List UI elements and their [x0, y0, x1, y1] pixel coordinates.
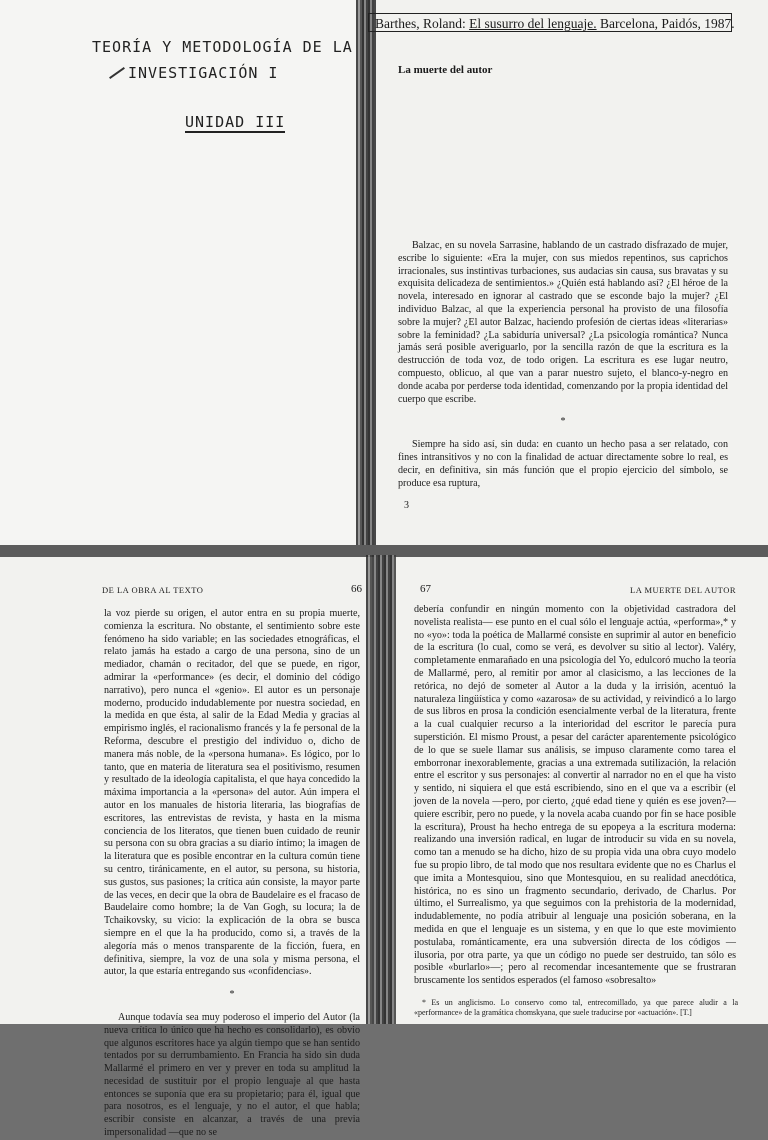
- book-gutter-top: [356, 0, 376, 545]
- section-separator: *: [229, 989, 235, 1001]
- paragraph: debería confundir en ningún momento con la objetividad castradora del novelista realista— ese punto en el cual sólo el lenguaje actúa, «performa»,* y no «yo»: toda la poética de Mallarmé consiste en suprimir al autor en beneficio de la escritura (lo cual, como se verá, es devolver su sitio al lector). Valéry, completamente enmarañado en una psicología del Yo, edulcoró mucho la teoría de Mallarmé, pero, al remitir por amor al clasicismo, a las lecciones de la retórica, no dejó de someter al Autor a la duda y la irrisión, acentuó la naturaleza lingüística y como «azarosa» de su actividad, y reivindicó a lo largo de sus libros en prosa la condición esencialmente verbal de la literatura, frente a la cual cualquier recurso a la interioridad del escritor le parecía pura superstición. El mismo Proust, a pesar del carácter aparentemente psicológico de lo que se suele llamar sus análisis, se impuso claramente como tarea el emborronar inexorablemente, gracias a una extremada sutilización, la relación entre el escritor y sus personajes: al convertir al narrador no en el que ha visto y sentido, ni siquiera el que está escribiendo, sino en el que va a escribir (el joven de la novela —pero, por cierto, ¿qué edad tiene y quién es ese joven?— quiere escribir, pero no puede, y la novela acaba cuando por fin se hace posible la escritura), Proust ha hecho entrega de su epopeya a la escritura moderna: realizando una inversión radical, en lugar de introducir su vida en su novela, como tan a menudo se ha dicho, hizo de su propia vida una obra cuyo modelo fue su propio libro, de tal modo que nos resultara evidente que no es Charlus el que imita a Montesquiou, sino que Montesquiou, en su realidad anecdótica, histórica, no es sino un fragmento secundario, derivado, de Charlus. Por último, el Surrealismo, ya que seguimos con la prehistoria de la modernidad, indudablemente, no podía atribuir al lenguaje una posición soberana, en la medida en que el lenguaje es un sistema, y en que lo que este movimiento postulaba, románticamente, era una subversión directa de los códigos —ilusoria, por otra parte, ya que un código no puede ser destruido, tan sólo es posible «burlarlo»—; pero al recomendar incesantemente que se frustraran bruscamente los sentidos esperados (el famoso «sobresalto»: [414, 604, 736, 987]
- running-head-right: LA MUERTE DEL AUTOR: [630, 585, 737, 595]
- paragraph: Aunque todavía sea muy poderoso el imperio del Autor (la nueva crítica lo único que ha hecho es consolidarlo), es obvio que algunos escritores hace ya algún tiempo que se han sentido tentados por su derrumbamiento. En Francia ha sido sin duda Mallarmé el primero en ver y prever en toda su amplitud la necesidad de sustituir por el propio lenguaje al que hasta entonces se suponía que era su propietario; para él, igual que para nosotros, es el lenguaje, y no el autor, el que habla; escribir consiste en alcanzar, a través de una previa impersonalidad —que no se: [104, 1011, 360, 1139]
- handwritten-unit: UNIDAD III: [185, 113, 286, 131]
- book-gutter-bottom: [366, 555, 396, 1024]
- chapter-title: La muerte del autor: [398, 64, 493, 76]
- section-separator: *: [560, 416, 566, 428]
- citation-title: El susurro del lenguaje.: [469, 16, 597, 31]
- page-number-66: 66: [351, 583, 362, 595]
- page-number-67: 67: [420, 583, 431, 595]
- paragraph: Siempre ha sido así, sin duda: en cuanto un hecho pasa a ser relatado, con fines intransitivos y no con la finalidad de actuar directamente sobre lo real, es decir, en definitiva, sin más función que el propio ejercicio del símbolo, se produce esa ruptura,: [398, 439, 728, 489]
- body-text-page-67: [414, 604, 736, 988]
- handwritten-course-title: TEORÍA Y METODOLOGÍA DE LA: [92, 38, 353, 56]
- citation-publisher: Barcelona, Paidós, 1987.: [599, 16, 735, 31]
- body-text-page-66: [104, 608, 360, 1140]
- handwritten-course-subtitle: INVESTIGACIÓN I: [128, 64, 279, 82]
- citation-author: Barthes, Roland:: [375, 16, 466, 31]
- footnote: * Es un anglicismo. Lo conservo como tal, entrecomillado, ya que parece aludir a la «performance» de la gramática chomskyana, que suele traducirse por «actuación». [T.]: [414, 998, 738, 1017]
- paragraph: Balzac, en su novela Sarrasine, hablando de un castrado disfrazado de mujer, escribe lo siguiente: «Era la mujer, con sus miedos repentinos, sus caprichos irracionales, sus instintivas turbaciones, sus audacias sin causa, sus bravatas y su exquisita delicadeza de sentimientos.» ¿Quién está hablando así? ¿El héroe de la novela, interesado en ignorar al castrado que se esconde bajo la mujer? ¿El individuo Balzac, al que la experiencia personal ha provisto de una filosofía sobre la mujer? ¿El autor Balzac, haciendo profesión de ciertas ideas «literarias» sobre la feminidad? ¿La sabiduría universal? ¿La psicología romántica? Nunca jamás será posible averiguarlo, por la sencilla razón de que la escritura es la destrucción de toda voz, de todo origen. La escritura es ese lugar neutro, compuesto, oblicuo, al que van a parar nuestro sujeto, el blanco-y-negro en donde acaba por perderse toda identidad, comenzando por la propia identidad del cuerpo que escribe.: [398, 240, 728, 405]
- body-text-page-3: [398, 240, 728, 490]
- folio: 3: [404, 500, 409, 511]
- paragraph: la voz pierde su origen, el autor entra en su propia muerte, comienza la escritura. No obstante, el sentimiento sobre este fenómeno ha sido variable; en las sociedades etnográficas, el relato jamás ha estado a cargo de una persona, sino de un mediador, chamán o recitador, del que se puede, en rigor, admirar la «performance» (es decir, el dominio del código narrativo), pero nunca el «genio». El autor es un personaje moderno, producido indudablemente por nuestra sociedad, en la medida en que ésta, al salir de la Edad Media y gracias al empirismo inglés, el racionalismo francés y la fe personal de la Reforma, descubre el prestigio del individuo o, dicho de manera más noble, de la «persona humana». Es lógico, por lo tanto, que en materia de literatura sea el positivismo, resumen y resultado de la ideología capitalista, el que haya concedido la máxima importancia a la «persona» del autor. Aún impera el autor en los manuales de historia literaria, las biografías de escritores, las entrevistas de revista, y hasta en la misma conciencia de los literatos, que tienen buen cuidado de reunir su persona con su obra gracias a su diario íntimo; la imagen de la literatura que es posible encontrar en la cultura común tiene su centro, tiránicamente, en el autor, su persona, su historia, sus gustos, sus pasiones; la crítica aún consiste, la mayor parte de las veces, en decir que la obra de Baudelaire es el fracaso de Baudelaire como hombre; la de Van Gogh, su locura; la de Tchaikovsky, su vicio: la explicación de la obra se busca siempre en el que la ha producido, como si, a través de la alegoría más o menos transparente de la ficción, fuera, en definitiva, siempre, la voz de una sola y misma persona, el autor, la que estaría entregando sus «confidencias».: [104, 608, 360, 978]
- running-head-left: DE LA OBRA AL TEXTO: [102, 585, 204, 595]
